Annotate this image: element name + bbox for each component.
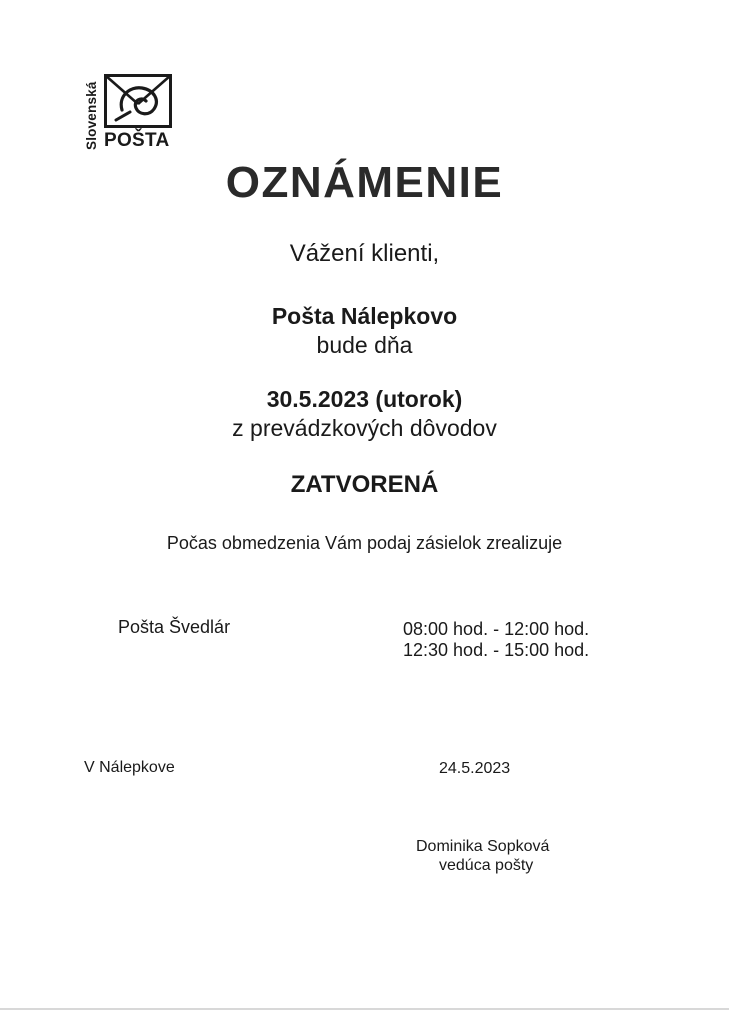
- during-restriction-text: Počas obmedzenia Vám podaj zásielok zrealizuje: [166, 533, 563, 553]
- alternative-office-name: Pošta Švedlár: [118, 617, 231, 637]
- scan-edge-divider: [0, 1008, 729, 1010]
- signatory-role: vedúca pošty: [439, 857, 534, 874]
- greeting-text: Vážení klienti,: [289, 240, 440, 267]
- closure-date: 30.5.2023 (utorok): [266, 386, 463, 412]
- logo-brand-vertical-text: Slovenská: [84, 81, 99, 150]
- posthorn-envelope-icon: [104, 74, 172, 128]
- will-be-text: bude dňa: [316, 332, 413, 358]
- issue-date: 24.5.2023: [439, 760, 511, 777]
- closure-status: ZATVORENÁ: [290, 471, 439, 498]
- issue-place: V Nálepkove: [84, 759, 175, 776]
- closure-reason: z prevádzkových dôvodov: [232, 415, 497, 441]
- signatory-name: Dominika Sopková: [416, 838, 550, 855]
- office-name: Pošta Nálepkovo: [271, 303, 458, 329]
- opening-hours-morning: 08:00 hod. - 12:00 hod.: [403, 619, 590, 639]
- opening-hours-afternoon: 12:30 hod. - 15:00 hod.: [403, 640, 590, 660]
- logo-brand-word: POŠTA: [104, 130, 170, 151]
- notice-title: OZNÁMENIE: [225, 158, 504, 207]
